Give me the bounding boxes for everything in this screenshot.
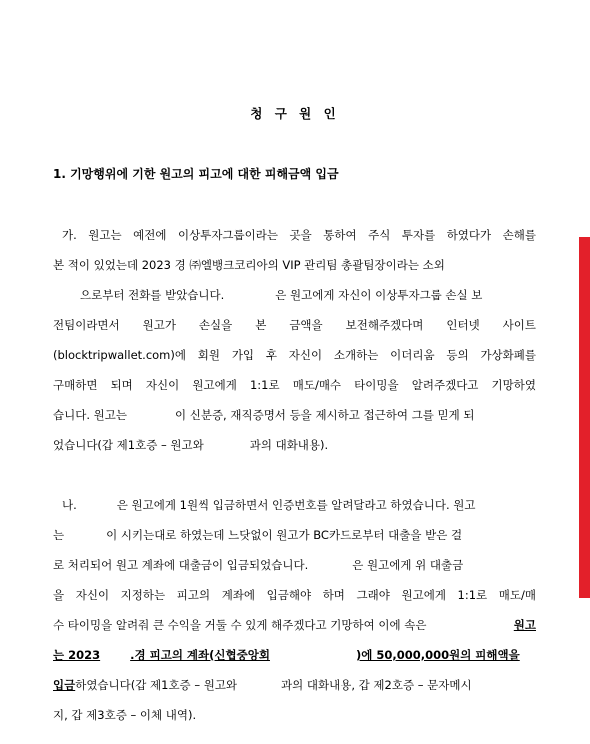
para-ga-line-2: [53, 257, 536, 273]
para-ga-line-3: [80, 287, 536, 303]
para-ga-line-7: [53, 407, 536, 423]
para-na-line-2-text-b: 이 시키는대로 하였는데 느닷없이 원고가 BC카드로부터 대출을 받은 걸: [106, 528, 463, 542]
para-ga-line-4: 전팀이라면서 원고가 손실을 본 금액을 보전해주겠다며 인터넷 사이트: [53, 318, 536, 332]
para-na-line-7-text-c: 과의 대화내용, 갑 제2호증 – 문자메시: [281, 678, 472, 692]
side-scroll-bar[interactable]: [579, 237, 590, 598]
para-na-line-1: [62, 497, 536, 513]
para-na-line-6-text-c: )에 50,000,000원의 피해액을: [355, 648, 520, 662]
para-na-line-6-text-a: 는 2023: [53, 648, 101, 662]
para-na-line-7-text-a: 입금: [53, 678, 76, 692]
para-ga-line-7-text-a: 습니다. 원고는: [53, 408, 127, 422]
para-na-line-4: 을 자신이 지정하는 피고의 계좌에 입금해야 하며 그래야 원고에게 1:1로 매도/매: [53, 588, 536, 602]
para-na-line-3-text-b: 은 원고에게 위 대출금: [352, 558, 464, 572]
para-ga-line-8-text-a: 었습니다(갑 제1호증 – 원고와: [53, 438, 204, 452]
para-ga-line-3-text-a: 으로부터 전화를 받았습니다.: [80, 288, 225, 302]
para-na-line-2-text-a: 는: [53, 528, 65, 542]
section-heading: 1. 기망행위에 기한 원고의 피고에 대한 피해금액 입금: [53, 167, 339, 181]
para-na-line-5-text-a: 수 타이밍을 알려줘 큰 수익을 거둘 수 있게 해주겠다고 기망하여 이에 속은: [53, 618, 427, 632]
para-na-line-1-text-a: 나.: [62, 498, 77, 512]
para-ga-line-5: (blocktripwallet.com)에 회원 가입 후 자신이 소개하는 이더리움 등의 가상화폐를: [53, 348, 536, 362]
para-na-line-7: [53, 677, 536, 693]
para-na-line-3-text-a: 로 처리되어 원고 계좌에 대출금이 입금되었습니다.: [53, 558, 309, 572]
para-na-line-2: [53, 527, 536, 543]
para-na-line-5: [53, 617, 536, 633]
para-ga-line-1: 가. 원고는 예전에 이상투자그룹이라는 곳을 통하여 주식 투자를 하였다가 손해를: [62, 228, 536, 242]
para-na-line-1-text-b: 은 원고에게 1원씩 입금하면서 인증번호를 알려달라고 하였습니다. 원고: [116, 498, 476, 512]
para-na-line-7-text-b: 하였습니다(갑 제1호증 – 원고와: [75, 678, 238, 692]
para-na-line-6-text-b: .경 피고의 계좌(신협중앙회: [130, 648, 270, 662]
para-na-line-8: 지, 갑 제3호증 – 이체 내역).: [53, 708, 197, 722]
para-na-line-3: [53, 557, 536, 573]
para-ga-line-8-text-b: 과의 대화내용).: [249, 438, 329, 452]
para-na-line-6: [53, 647, 536, 663]
para-na-line-5-text-b: 원고: [513, 618, 536, 632]
document-title: 청 구 원 인: [250, 106, 340, 121]
para-ga-line-7-text-b: 이 신분증, 재직증명서 등을 제시하고 접근하여 그를 믿게 되: [174, 408, 475, 422]
para-ga-line-3-text-b: 은 원고에게 자신이 이상투자그룹 손실 보: [275, 288, 483, 302]
para-ga-line-6: 구매하면 되며 자신이 원고에게 1:1로 매도/매수 타이밍을 알려주겠다고 기망하였: [53, 378, 536, 392]
para-ga-line-2-text: 본 적이 있었는데 2023 경 ㈜엘뱅크코리아의 VIP 관리팀 총괄팀장이라는 소외: [53, 258, 445, 272]
para-ga-line-8: [53, 437, 536, 453]
